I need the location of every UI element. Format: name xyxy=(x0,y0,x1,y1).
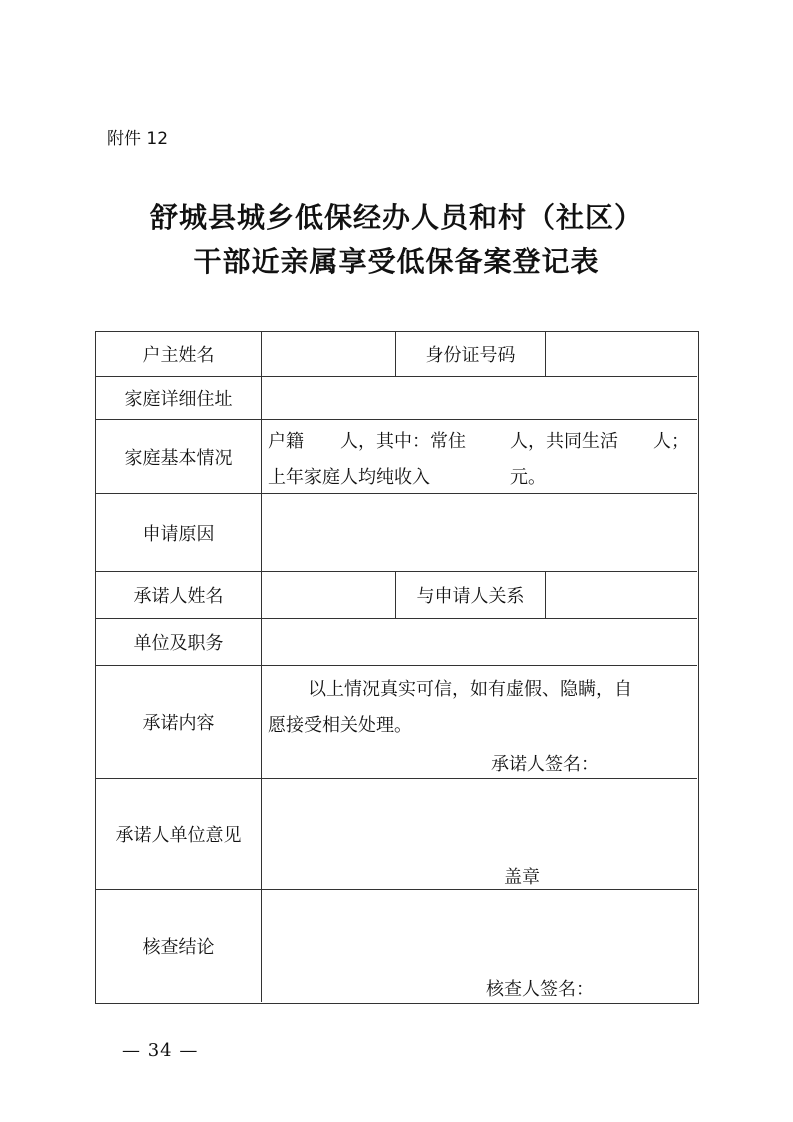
address-label: 家庭详细住址 xyxy=(96,377,262,420)
unit-label: 单位及职务 xyxy=(96,619,262,666)
promise-text-line-2: 愿接受相关处理。 xyxy=(268,715,412,736)
reason-field[interactable] xyxy=(262,494,697,572)
registration-form xyxy=(95,331,699,1004)
unit-opinion-field[interactable] xyxy=(262,779,697,890)
page-title-line-2: 干部近亲属享受低保备案登记表 xyxy=(193,245,600,278)
check-field[interactable] xyxy=(262,890,697,1002)
basic-info-label: 家庭基本情况 xyxy=(96,420,262,494)
changzhu-label: 人，其中：常住 xyxy=(340,431,466,452)
page-title-line-1: 舒城县城乡低保经办人员和村（社区） xyxy=(149,201,643,234)
check-label: 核查结论 xyxy=(96,890,262,1002)
head-name-label: 户主姓名 xyxy=(96,332,262,377)
huji-label: 户籍 xyxy=(268,431,304,452)
income-label: 上年家庭人均纯收入 xyxy=(268,467,430,488)
promise-text-line-1: 以上情况真实可信，如有虚假、隐瞒，自 xyxy=(308,679,632,700)
id-number-label: 身份证号码 xyxy=(396,332,546,377)
reason-label: 申请原因 xyxy=(96,494,262,572)
promiser-name-field[interactable] xyxy=(262,572,396,619)
ren-label: 人； xyxy=(653,431,689,452)
unit-field[interactable] xyxy=(262,619,697,666)
relation-field[interactable] xyxy=(546,572,697,619)
id-number-field[interactable] xyxy=(546,332,697,377)
attachment-label: 附件 12 xyxy=(107,129,169,149)
address-field[interactable] xyxy=(262,377,697,420)
promise-signature-label: 承诺人签名： xyxy=(491,754,599,775)
head-name-field[interactable] xyxy=(262,332,396,377)
promiser-name-label: 承诺人姓名 xyxy=(96,572,262,619)
promise-label: 承诺内容 xyxy=(96,666,262,779)
page-number: — 34 — xyxy=(122,1040,199,1061)
yuan-label: 元。 xyxy=(510,467,546,488)
checker-signature-label: 核查人签名： xyxy=(486,979,594,1000)
relation-label: 与申请人关系 xyxy=(396,572,546,619)
seal-label: 盖章 xyxy=(504,867,540,888)
unit-opinion-label: 承诺人单位意见 xyxy=(96,779,262,890)
gongtong-label: 人，共同生活 xyxy=(510,431,618,452)
